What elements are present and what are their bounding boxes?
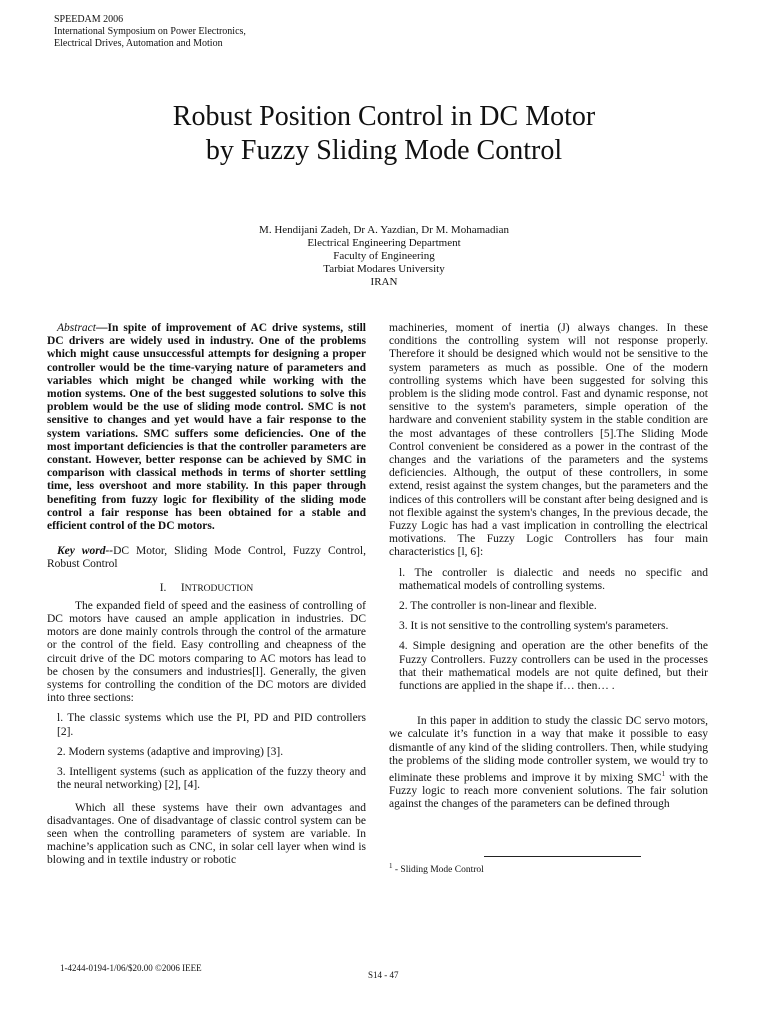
footnote xyxy=(389,862,484,875)
footnote-ref: 1 xyxy=(661,770,666,779)
symposium-line: International Symposium on Power Electronics, xyxy=(54,26,246,37)
footnote-rule xyxy=(484,856,641,857)
author-names: M. Hendijani Zadeh, Dr A. Yazdian, Dr M. Mohamadian xyxy=(259,224,509,236)
conference-header xyxy=(54,14,246,50)
country: IRAN xyxy=(370,276,398,288)
section-first-letter: I xyxy=(180,581,185,594)
copyright-line: 1-4244-0194-1/06/$20.00 ©2006 IEEE xyxy=(60,963,202,973)
intro-list-item-2: 2. Modern systems (adaptive and improving) [3]. xyxy=(57,745,284,758)
intro-paragraph-2: Which all these systems have their own advantages and disadvantages. One of disadvantage of classic control system can be seen when the controlling parameters of system are variable. In machine’s application such as CNC, in solar cell layer when wind is blowing and in textile industry or robotic xyxy=(47,801,366,867)
right-column xyxy=(389,322,708,812)
fuzzy-characteristic-4: 4. Simple designing and operation are the other benefits of the Fuzzy Controllers. Fuzzy controllers can be used in the processes that their mathematical models are not quite defined, but their functions are applied in the shape if… then… . xyxy=(399,640,708,693)
university: Tarbiat Modares University xyxy=(323,263,445,275)
intro-list-item-3: 3. Intelligent systems (such as application of the fuzzy theory and the neural networking) [2], [4]. xyxy=(57,766,366,792)
left-column xyxy=(47,322,366,868)
right-paragraph-2-end: with the Fuzzy logic to reach more convenient solutions. The fair solution against the changes of the parameters can be defined through xyxy=(389,771,708,811)
fuzzy-characteristic-3: 3. It is not sensitive to the controlling system's parameters. xyxy=(399,620,669,633)
title-line-2: by Fuzzy Sliding Mode Control xyxy=(205,135,563,166)
fuzzy-characteristic-2: 2. The controller is non-linear and flexible. xyxy=(399,600,597,613)
footnote-mark: 1 xyxy=(389,862,393,870)
right-paragraph-2-start: In this paper in addition to study the classic DC servo motors, we calculate it’s function in a way that make it possible to easy dismantle of any kind of the sliding controllers. Then, while studying the problems of the sliding mode controller system, we would try to eliminate these problems and improve it by mixing SMC xyxy=(389,715,708,784)
fuzzy-characteristic-1: l. The controller is dialectic and needs no specific and mathematical models of controlling systems. xyxy=(399,566,708,592)
section-title-rest: NTRODUCTION xyxy=(184,583,254,594)
keywords-text: DC Motor, Sliding Mode Control, Fuzzy Control, Robust Control xyxy=(47,545,366,571)
keywords xyxy=(47,545,366,571)
keywords-label: Key word-- xyxy=(57,545,114,558)
author-block xyxy=(0,224,768,289)
symposium-topics: Electrical Drives, Automation and Motion xyxy=(54,38,223,49)
conference-name: SPEEDAM 2006 xyxy=(54,14,124,25)
footnote-text: - Sliding Mode Control xyxy=(392,865,484,876)
abstract-label: Abstract xyxy=(57,322,96,334)
page-number: S14 - 47 xyxy=(368,970,399,980)
paper-title xyxy=(0,100,768,168)
right-paragraph-2 xyxy=(389,715,708,811)
department: Electrical Engineering Department xyxy=(307,237,461,249)
right-paragraph-1: machineries, moment of inertia (J) always changes. In these conditions the controlling system will not response properly. Therefore it should be designed which would not be sensitive to the system parameters as much as possible. One of the modern controlling systems which have been suggested for solving this problem is the sliding mode control. Fast and dynamic response, not sensitive to the system's parameters, simple operation of the hardware and convenient stability system in the stable condition are the most advantages of these controllers [5].The Sliding Mode Control convenient be considered as a power in the contrast of the changes and the variations of the parameters and the systems deficiencies. Although, the output of these controllers, in some extend, resist against the system changes, but the parameters and the indices of this controllers will be constant after being designed and is not flexible against the system's changes, In the previous decade, the Fuzzy Logic has had a vast implication in controlling the electrical motivations. The Fuzzy Logic Controllers has four main characteristics [l, 6]: xyxy=(389,322,708,559)
intro-paragraph-1: The expanded field of speed and the easiness of controlling of DC motors have caused an ample application in industries. DC motors are done mainly controls through the control of the armature or the control of the field. Easy controlling and cheapness of the circuit drive of the DC motors comparing to AC motors has lead to be chosen by the consumers and industries[l]. Generally, the given systems for controlling the condition of the DC motors are divided into three sections: xyxy=(47,599,366,705)
abstract-text: In spite of improvement of AC drive systems, still DC drivers are widely used in industry. One of the problems which might cause unsuccessful attempts for designing a proper controller would be the time-varying nature of parameters and variables which might be changed while working with the motion systems. One of the best suggested solutions to solve this problem would be the use of sliding mode control. SMC is not sensitive to changes and yet would have a fair response to the system variations. SMC suffers some deficiencies. One of the most important deficiencies is that the controller parameters are constant. However, better response can be achieved by SMC in comparison with classical methods in terms of shorter settling time, less overshoot and more stability. In this paper through benefiting from fuzzy logic for flexibility of the sliding mode control a fair response has been obtained for a stable and efficient control of the DC motors. xyxy=(47,322,366,533)
intro-list-item-1: l. The classic systems which use the PI, PD and PID controllers [2]. xyxy=(57,712,366,738)
faculty: Faculty of Engineering xyxy=(333,250,435,262)
section-heading-introduction xyxy=(47,582,366,596)
abstract: Abstract—In spite of improvement of AC drive systems, still DC drivers are widely used in industry. One of the problems which might cause unsuccessful attempts for designing a proper controller would be the time-varying nature of parameters and variables which might be changed while working with the motion systems. One of the best suggested solutions to solve this problem would be the use of sliding mode control. SMC is not sensitive to changes and yet would have a fair response to the system variations. SMC suffers some deficiencies. One of the most important deficiencies is that the controller parameters are constant. However, better response can be achieved by SMC in comparison with classical methods in terms of shorter settling time, less overshoot and more stability. In this paper through benefiting from fuzzy logic for flexibility of the sliding mode control a fair response has been obtained for a stable and efficient control of the DC motors. xyxy=(47,322,366,533)
section-number: I. xyxy=(159,581,167,594)
title-line-1: Robust Position Control in DC Motor xyxy=(172,101,596,132)
